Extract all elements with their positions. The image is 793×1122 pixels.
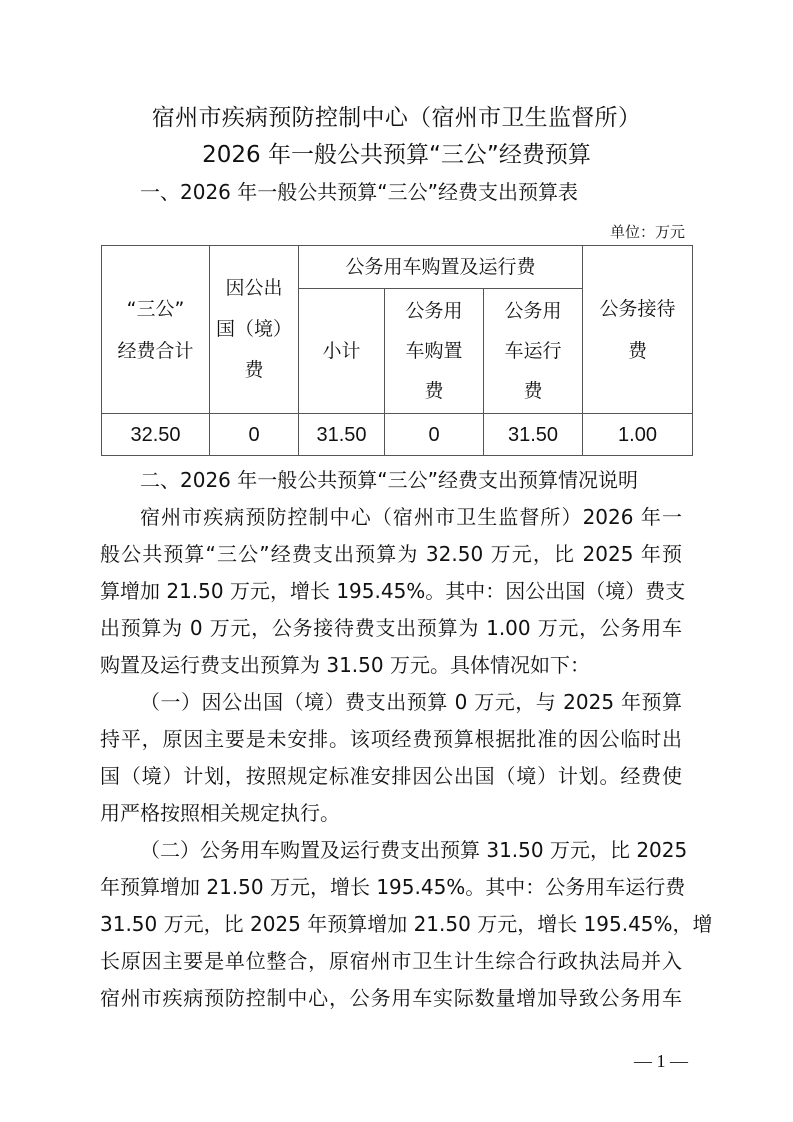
- body-line: （二）公务用车购置及运行费支出预算 31.50 万元，比 2025: [140, 838, 688, 862]
- header-vehicle-group: 公务用车购置及运行费: [299, 246, 583, 289]
- header-total-line2: 经费合计: [117, 339, 194, 362]
- document-title-line1: 宿州市疾病预防控制中心（宿州市卫生监督所）: [151, 105, 642, 131]
- header-subtotal: 小计: [299, 289, 385, 414]
- header-overseas-line1: 因公出: [225, 277, 283, 299]
- body-line: 购置及运行费支出预算为 31.50 万元。具体情况如下：: [100, 653, 590, 677]
- body-line: 般公共预算“三公”经费支出预算为 32.50 万元，比 2025 年预: [100, 542, 682, 566]
- value-total: 32.50: [102, 414, 210, 456]
- body-line: 算增加 21.50 万元，增长 195.45%。其中：因公出国（境）费支: [100, 579, 686, 603]
- header-vehicle-operation: [484, 289, 583, 414]
- header-overseas-line2: 国（境）: [215, 318, 292, 340]
- section1-heading: 一、2026 年一般公共预算“三公”经费支出预算表: [140, 180, 578, 204]
- table-row: [102, 414, 693, 456]
- header-vehicle-purchase-line3: 费: [424, 380, 444, 402]
- body-line: 年预算增加 21.50 万元，增长 195.45%。其中：公务用车运行费: [100, 875, 686, 899]
- header-vehicle-purchase-line1: 公务用: [405, 300, 463, 322]
- value-vehicle-purchase: 0: [385, 414, 484, 456]
- page-number: — 1 —: [634, 1051, 688, 1071]
- unit-label: 单位：万元: [609, 223, 685, 241]
- header-reception-line2: 费: [627, 339, 647, 362]
- body-line: （一）因公出国（境）费支出预算 0 万元，与 2025 年预算: [140, 690, 682, 714]
- body-line: 31.50 万元，比 2025 年预算增加 21.50 万元，增长 195.45%，增: [100, 912, 713, 936]
- header-vehicle-operation-line2: 车运行: [504, 340, 562, 362]
- header-reception-line1: 公务接待: [599, 297, 676, 320]
- body-line: 持平，原因主要是未安排。该项经费预算根据批准的因公临时出: [100, 727, 682, 751]
- document-title-line2: 2026 年一般公共预算“三公”经费预算: [202, 142, 591, 168]
- value-vehicle-operation: 31.50: [484, 414, 583, 456]
- budget-table: [101, 245, 693, 456]
- value-reception: 1.00: [583, 414, 693, 456]
- body-line: 用严格按照相关规定执行。: [100, 801, 340, 825]
- header-vehicle-purchase: [385, 289, 484, 414]
- value-overseas: 0: [210, 414, 299, 456]
- header-reception: [583, 246, 693, 414]
- header-total: [102, 246, 210, 414]
- body-line: 国（境）计划，按照规定标准安排因公出国（境）计划。经费使: [100, 764, 682, 788]
- header-vehicle-purchase-line2: 车购置: [405, 340, 463, 362]
- body-line: 宿州市疾病预防控制中心，公务用车实际数量增加导致公务用车: [100, 986, 682, 1010]
- header-overseas: [210, 246, 299, 414]
- value-subtotal: 31.50: [299, 414, 385, 456]
- body-line: 出预算为 0 万元，公务接待费支出预算为 1.00 万元，公务用车: [100, 616, 682, 640]
- header-vehicle-operation-line1: 公务用: [504, 300, 562, 322]
- body-line: 长原因主要是单位整合，原宿州市卫生计生综合行政执法局并入: [100, 949, 682, 973]
- header-overseas-line3: 费: [244, 359, 264, 381]
- section2-heading: 二、2026 年一般公共预算“三公”经费支出预算情况说明: [140, 468, 638, 492]
- header-vehicle-operation-line3: 费: [523, 380, 543, 402]
- header-total-line1: “三公”: [126, 297, 185, 320]
- body-line: 宿州市疾病预防控制中心（宿州市卫生监督所）2026 年一: [140, 505, 682, 529]
